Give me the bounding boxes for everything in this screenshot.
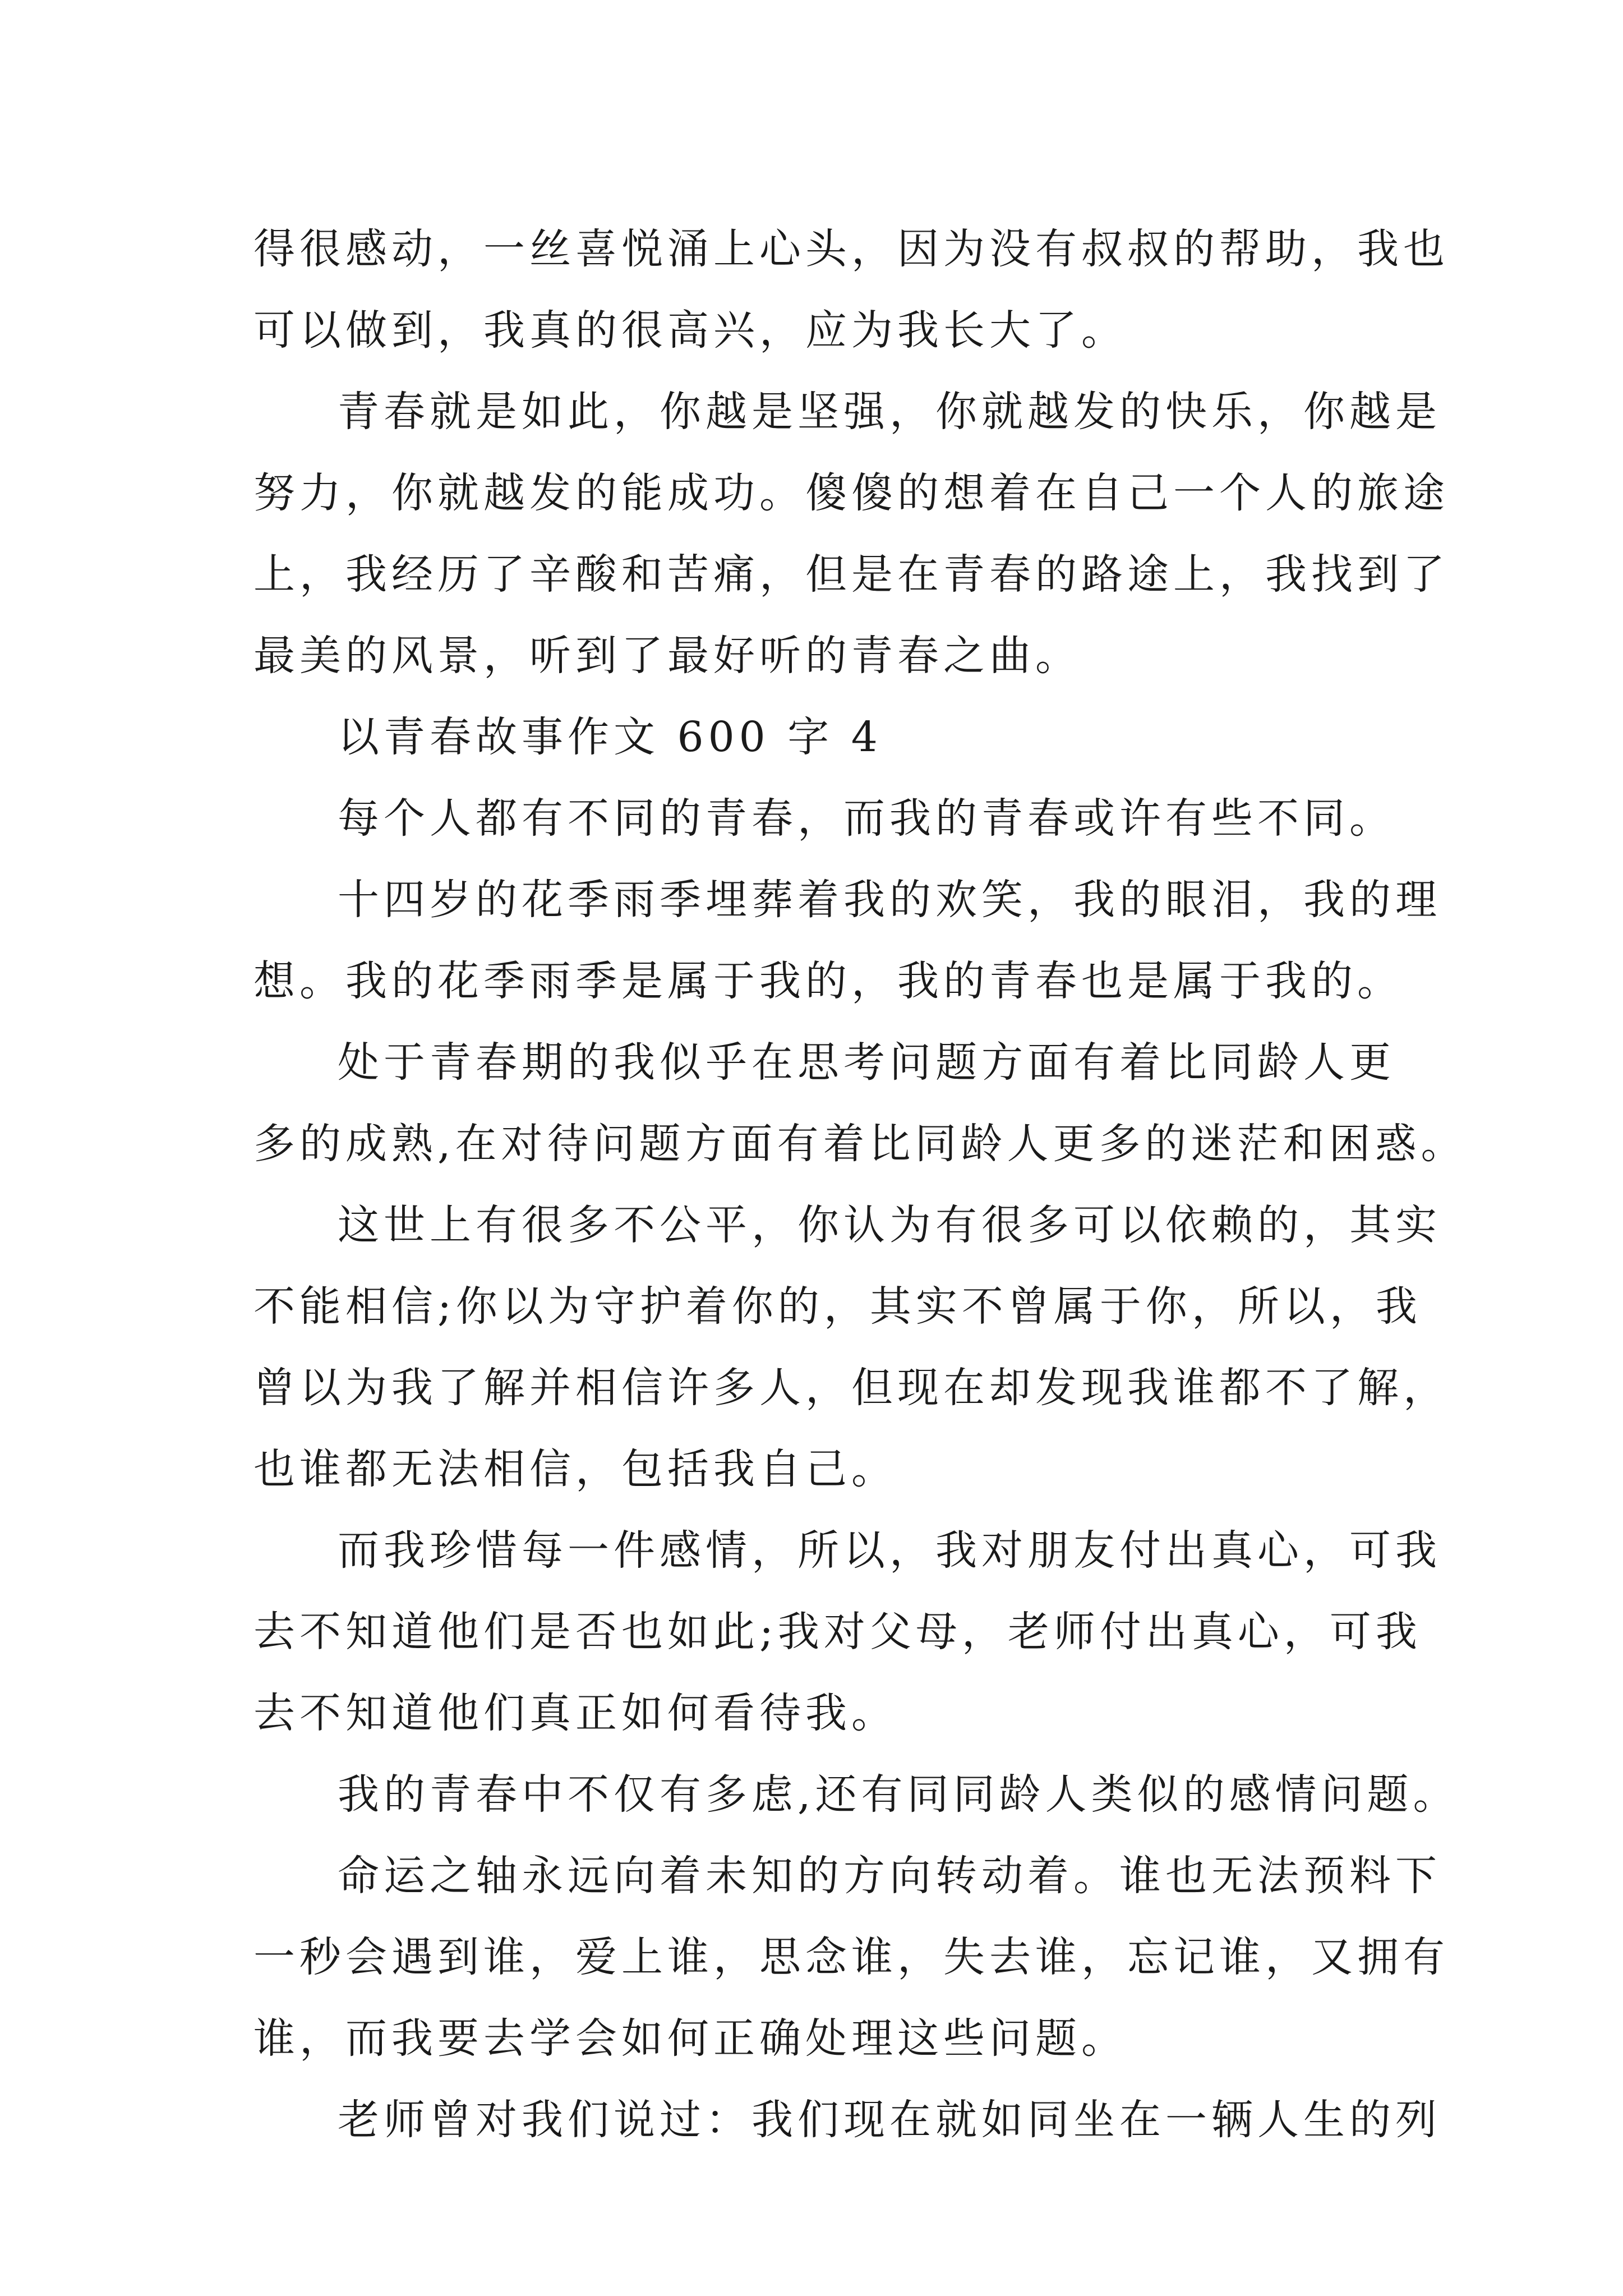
text-line: 可以做到，我真的很高兴，应为我长大了。 <box>253 306 1127 355</box>
text-line: 命运之轴永远向着未知的方向转动着。谁也无法预料下 <box>338 1852 1441 1900</box>
text-line: 谁，而我要去学会如何正确处理这些问题。 <box>253 2014 1127 2063</box>
text-line: 不能相信;你以为守护着你的，其实不曾属于你，所以，我 <box>253 1282 1422 1331</box>
text-line: 曾以为我了解并相信许多人，但现在却发现我谁都不了解， <box>253 1364 1449 1412</box>
text-line: 最美的风景，听到了最好听的青春之曲。 <box>253 632 1081 680</box>
text-line: 一秒会遇到谁，爱上谁，思念谁，失去谁，忘记谁，又拥有 <box>253 1933 1449 1981</box>
text-line: 多的成熟,在对待问题方面有着比同龄人更多的迷茫和困惑。 <box>253 1120 1467 1168</box>
text-line: 去不知道他们是否也如此;我对父母，老师付出真心，可我 <box>253 1608 1422 1656</box>
text-line: 青春就是如此，你越是坚强，你就越发的快乐，你越是 <box>338 388 1441 436</box>
text-line: 得很感动，一丝喜悦涌上心头，因为没有叔叔的帮助，我也 <box>253 225 1449 273</box>
text-line: 去不知道他们真正如何看待我。 <box>253 1689 897 1737</box>
text-line: 也谁都无法相信，包括我自己。 <box>253 1445 897 1493</box>
text-line: 这世上有很多不公平，你认为有很多可以依赖的，其实 <box>338 1201 1441 1249</box>
body-text <box>253 209 1467 2161</box>
text-line: 上，我经历了辛酸和苦痛，但是在青春的路途上，我找到了 <box>253 550 1449 599</box>
text-line: 每个人都有不同的青春，而我的青春或许有些不同。 <box>338 794 1395 843</box>
text-line: 我的青春中不仅有多虑,还有同同龄人类似的感情问题。 <box>338 1770 1459 1819</box>
text-line: 以青春故事作文 600 字 4 <box>338 713 882 761</box>
text-line: 而我珍惜每一件感情，所以，我对朋友付出真心，可我 <box>338 1526 1441 1575</box>
text-line: 努力，你就越发的能成功。傻傻的想着在自己一个人的旅途 <box>253 469 1449 517</box>
text-line: 老师曾对我们说过：我们现在就如同坐在一辆人生的列 <box>338 2096 1441 2144</box>
text-line: 想。我的花季雨季是属于我的，我的青春也是属于我的。 <box>253 957 1403 1005</box>
text-line: 处于青春期的我似乎在思考问题方面有着比同龄人更 <box>338 1038 1395 1087</box>
text-line: 十四岁的花季雨季埋葬着我的欢笑，我的眼泪，我的理 <box>338 876 1441 924</box>
